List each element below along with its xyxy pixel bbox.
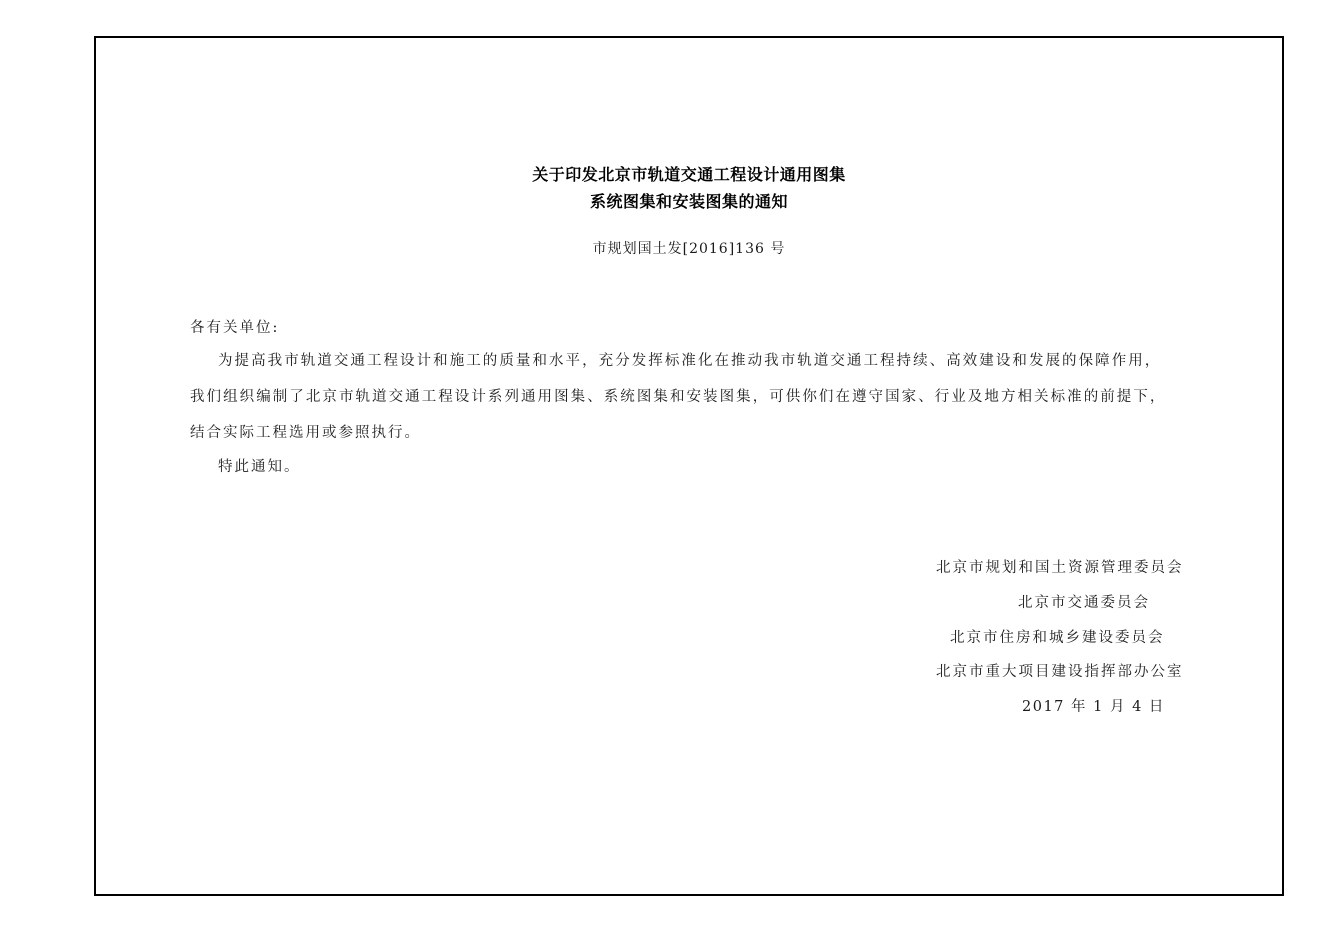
signatory-planning-commission: 北京市规划和国土资源管理委员会 [936, 560, 1184, 576]
notice-title-line-1: 关于印发北京市轨道交通工程设计通用图集 [532, 165, 846, 184]
document-frame [94, 36, 1284, 896]
salutation: 各有关单位: [190, 320, 280, 336]
notice-title-line-2: 系统图集和安装图集的通知 [589, 192, 788, 211]
issue-date: 2017 年 1 月 4 日 [1022, 699, 1165, 715]
body-paragraph-line-1: 为提高我市轨道交通工程设计和施工的质量和水平，充分发挥标准化在推动我市轨道交通工程持续、高效建设和发展的保障作用， [218, 353, 1162, 369]
signatory-major-projects-office: 北京市重大项目建设指挥部办公室 [936, 664, 1184, 680]
closing-remark: 特此通知。 [218, 459, 301, 475]
signatory-housing-commission: 北京市住房和城乡建设委员会 [950, 630, 1165, 646]
document-number: 市规划国土发[2016]136 号 [592, 241, 786, 257]
body-paragraph-line-3: 结合实际工程选用或参照执行。 [190, 425, 421, 441]
body-paragraph-line-2: 我们组织编制了北京市轨道交通工程设计系列通用图集、系统图集和安装图集，可供你们在遵守国家、行业及地方相关标准的前提下， [190, 389, 1167, 405]
signatory-transport-commission: 北京市交通委员会 [1018, 595, 1150, 611]
